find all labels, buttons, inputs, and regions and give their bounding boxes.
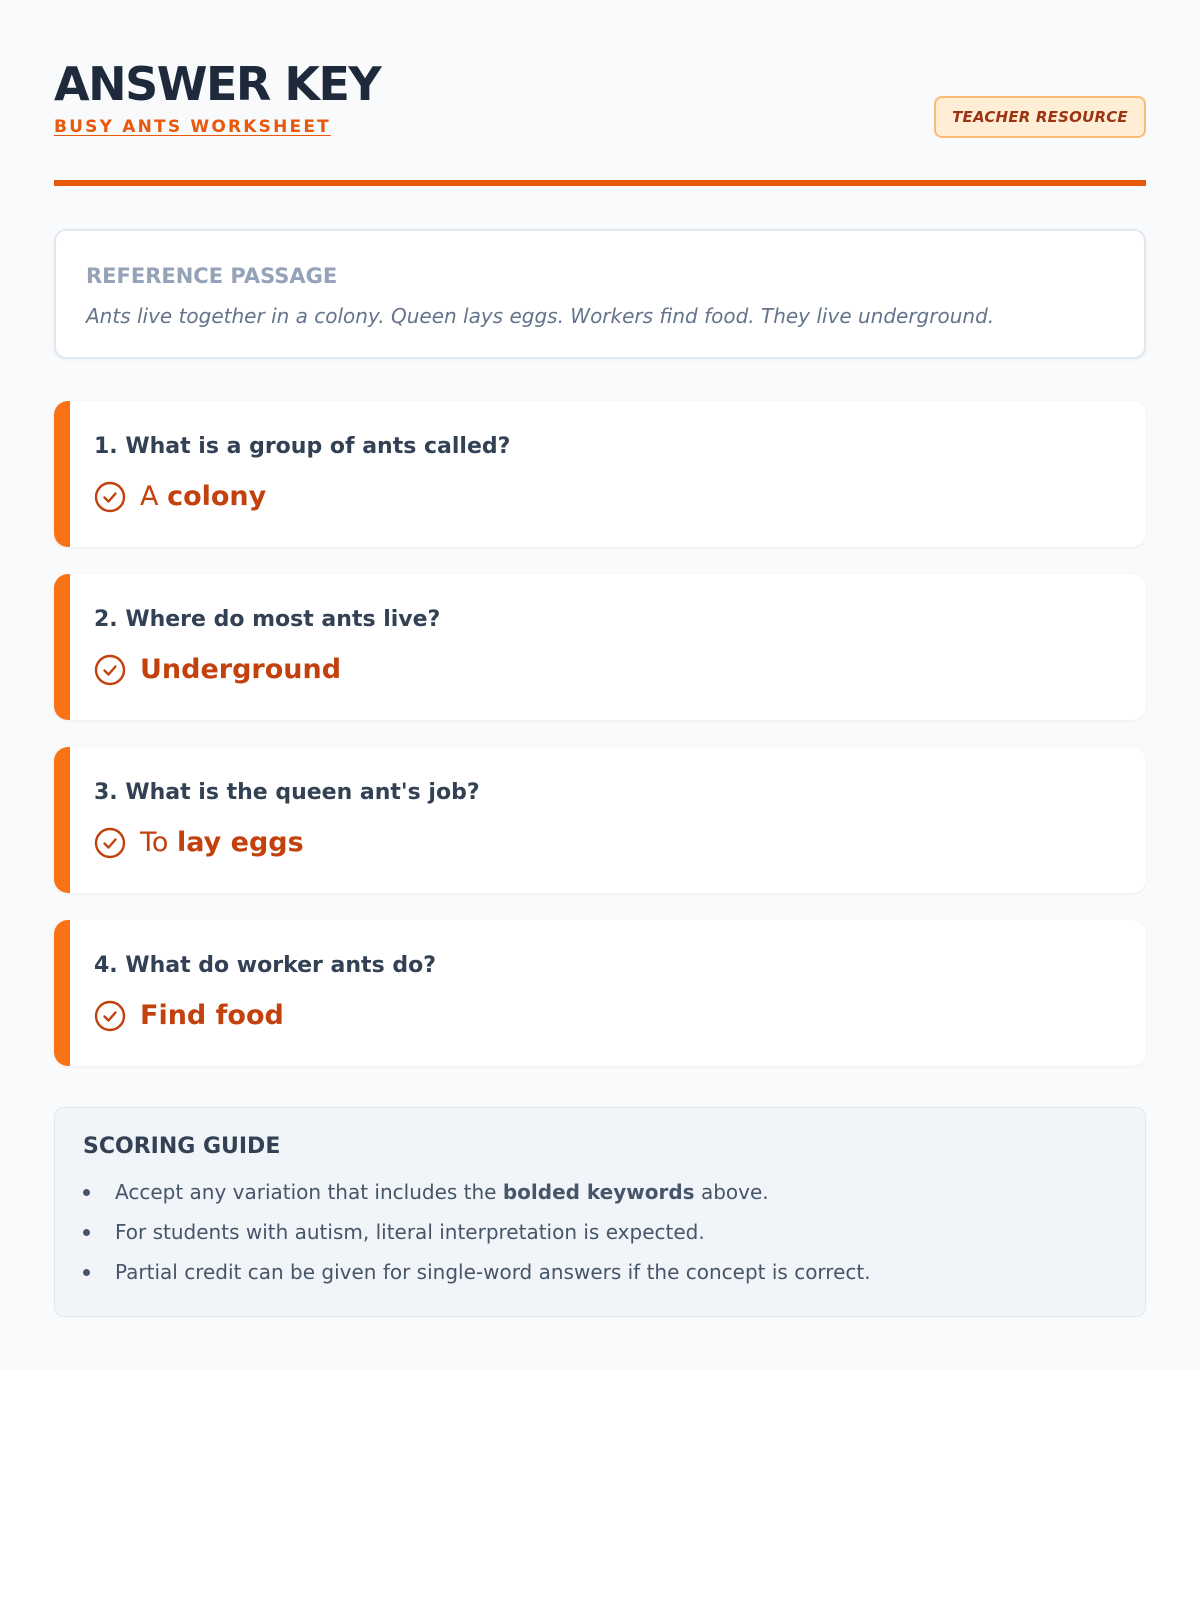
scoring-item-bold: bolded keywords [502,1180,695,1204]
page-content [54,0,1146,1284]
answer-keyword: Underground [140,654,342,685]
check-circle-icon [94,827,126,859]
header [54,0,1146,186]
answer-text [140,652,341,688]
question-text: 4. What do worker ants do? [94,953,436,978]
answer-text [140,479,266,515]
answer-keyword: colony [167,481,267,512]
bullet-icon [83,1229,90,1236]
question-card [54,747,1146,893]
question-text: 3. What is the queen ant's job? [94,780,480,805]
answer-keyword: lay eggs [177,827,304,858]
bullet-icon [83,1269,90,1276]
check-circle-icon [94,654,126,686]
scoring-guide-item [115,1212,1117,1252]
scoring-item-text: Partial credit can be given for single-word answers if the concept is correct. [115,1260,871,1284]
answer-prefix: A [140,481,168,512]
passage-text: Ants live together in a colony. Queen lays eggs. Workers find food. They live underground. [86,304,995,328]
answer-text [140,998,284,1034]
scoring-guide [54,1107,1146,1317]
bullet-icon [83,1189,90,1196]
scoring-item-text-after: above. [694,1180,769,1204]
question-card [54,401,1146,547]
worksheet-subtitle: BUSY ANTS WORKSHEET [54,117,331,137]
header-divider [54,180,1146,186]
answer-row [94,825,304,861]
scoring-item-text: Accept any variation that includes the [115,1180,503,1204]
answer-keyword: Find food [140,1000,284,1031]
answer-prefix: To [140,827,178,858]
scoring-guide-list [83,1172,1117,1292]
scoring-item-text: For students with autism, literal interpretation is expected. [115,1220,705,1244]
answer-row [94,652,341,688]
question-text: 1. What is a group of ants called? [94,434,511,459]
scoring-guide-title: SCORING GUIDE [83,1134,281,1159]
reference-passage [54,229,1146,359]
answer-row [94,998,284,1034]
page-title: ANSWER KEY [54,57,381,111]
check-circle-icon [94,1000,126,1032]
question-text: 2. Where do most ants live? [94,607,441,632]
check-circle-icon [94,481,126,513]
answer-row [94,479,266,515]
passage-label: REFERENCE PASSAGE [86,264,338,288]
question-card [54,574,1146,720]
scoring-guide-item [115,1252,1117,1292]
answer-text [140,825,304,861]
scoring-guide-item [115,1172,1117,1212]
question-card [54,920,1146,1066]
teacher-resource-badge: TEACHER RESOURCE [934,96,1146,138]
